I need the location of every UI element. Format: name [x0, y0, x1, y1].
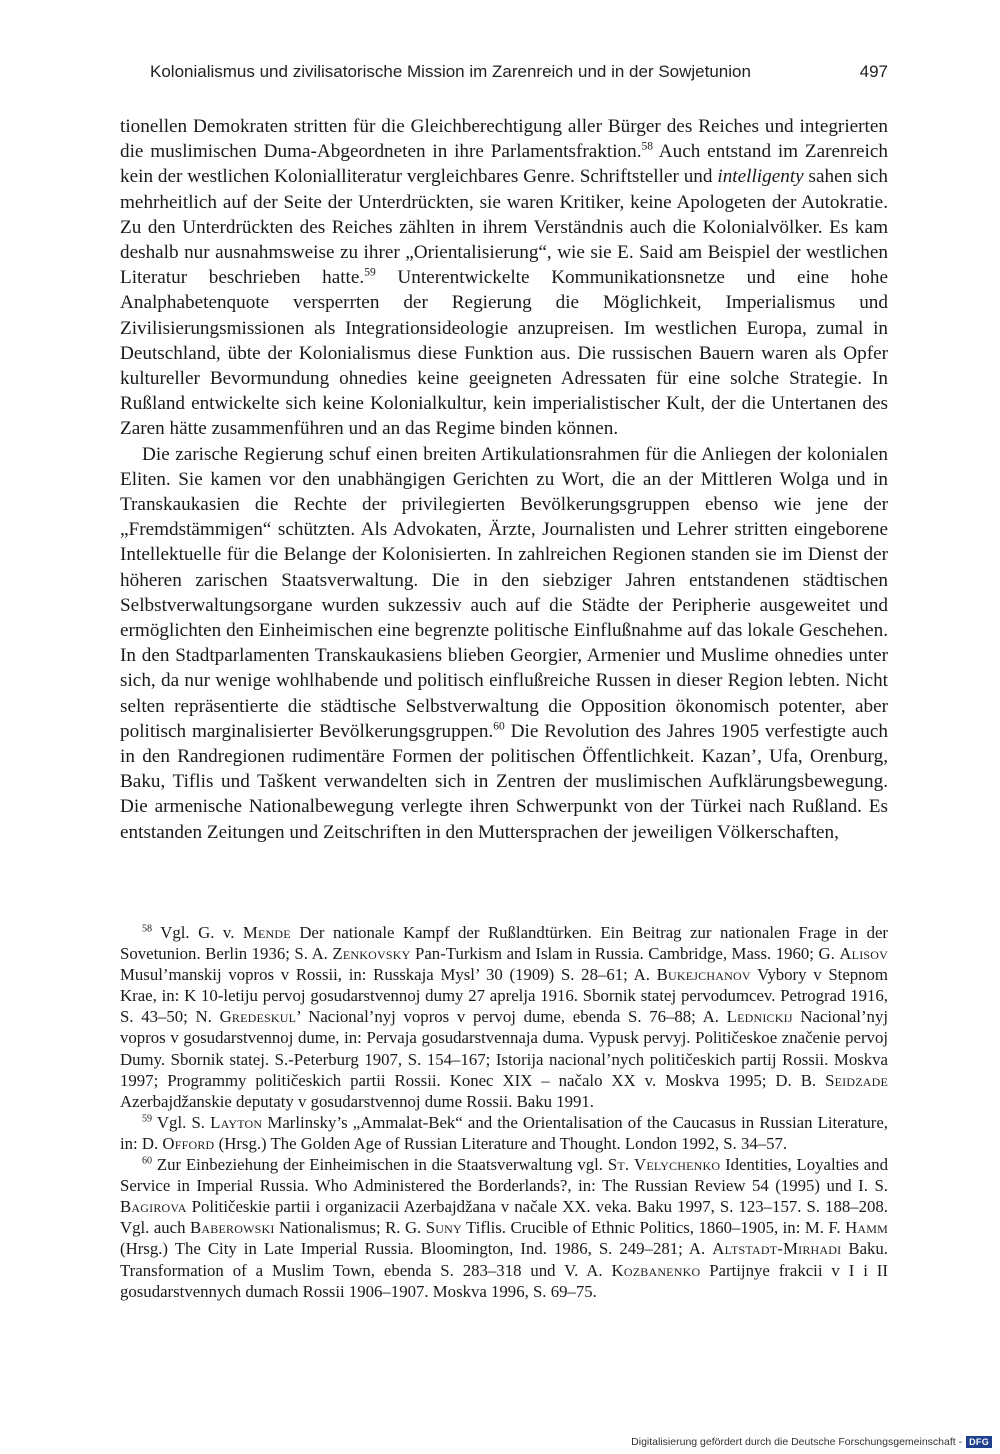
author-name: Altstadt-Mirhadi — [712, 1239, 842, 1259]
footnotes — [120, 922, 888, 1302]
paragraph-2: Die zarische Regierung schuf einen breiten Artikulationsrahmen für die Anliegen der kolonialen Eliten. Sie kamen vor den unabhängigen Gerichten zu Wort, die an der Mittleren Wolga und in Transkaukasien die Rechte der privilegierten Bevölkerungsgruppen ebenso wie jene der „Fremdstämmigen“ schützten. Als Advokaten, Ärzte, Journalisten und Lehrer stritten eingeborene Intellektuelle für die Belange der Kolonisierten. In zahlreichen Regionen standen sie im Dienst der höheren zarischen Staatsverwaltung. Die in den siebziger Jahren entstandenen städtischen Selbstverwaltungsorgane wurden sukzessiv auch auf die Städte der Peripherie ausgeweitet und ermöglichten den Einheimischen eine begrenzte politische Einflußnahme auf das lokale Geschehen. In den Stadtparlamenten Transkaukasiens blieben Georgier, Armenier und Muslime ohnedies unter sich, da nur wenige wohlhabende und politisch einflußreiche Russen in dieser Region lebten. Nicht selten repräsentierte die städtische Selbstverwaltung die Opposition ökonomisch potenter, aber politisch marginalisierter Bevölkerungsgruppen.$^{60}$ Die Revolution des Jahres 1905 verfestigte auch in den Randregionen rudimentäre Formen der politischen Öffentlichkeit. Kazan’, Ufa, Orenburg, Baku, Tiflis und Taškent verwandelten sich in Zentren der muslimischen Aufklärungsbewegung. Die armenische Nationalbewegung verlegte ihren Schwerpunkt von der Türkei nach Rußland. Es entstanden Zeitungen und Zeitschriften in den Muttersprachen der jeweiligen Völkerschaften, — [120, 443, 889, 843]
footnote-ref-59[interactable]: 59 — [364, 266, 376, 279]
author-name: St. Velychenko — [607, 1155, 721, 1175]
author-name: Zenkovsky — [332, 944, 411, 964]
author-name: Bukejchanov — [656, 965, 751, 985]
digitization-credit — [631, 1436, 992, 1448]
author-name: Layton — [210, 1112, 263, 1132]
author-name: Baberowski — [190, 1218, 275, 1238]
running-header — [150, 62, 888, 88]
paragraph-1: tionellen Demokraten stritten für die Gleichberechtigung aller Bürger des Reiches und integrierten die muslimischen Duma-Abgeordneten in ihre Parlamentsfraktion.$^{58}$ Auch entstand im Zarenreich kein der westlichen Kolonialliteratur vergleichbares Genre. Schriftsteller und intelligenty sahen sich mehrheitlich auf der Seite der Unterdrückten, sie waren Kritiker, keine Apologeten der Autokratie. Zu den Unterdrückten des Reiches zählten in ihrem Verständnis auch die Kolonialvölker. Es kam deshalb nur ausnahmsweise zu ihrer „Orientalisierung“, wie sie E. Said am Beispiel der westlichen Literatur beschrieben hatte.$^{59}$ Unterentwickelte Kommunikationsnetze und eine hohe Analphabetenquote versperrten der Regierung die Möglichkeit, Imperialismus und Zivilisierungsmissionen als Integrationsideologie anzupreisen. Im westlichen Europa, zumal in Deutschland, übte der Kolonialismus diese Funktion aus. Die russischen Bauern waren als Opfer kultureller Bevormundung ohnedies keine geeigneten Adressaten für eine solche Strategie. In Rußland entwickelte sich keine Kolonialkultur, kein imperialistischer Kult, der die Untertanen des Zaren hätte zusammenführen und an das Regime binden können. — [120, 116, 888, 440]
author-name: Mende — [242, 923, 291, 942]
author-name: Hamm — [845, 1218, 889, 1238]
footnote-ref-60[interactable]: 60 — [493, 720, 505, 733]
page-number: 497 — [859, 62, 888, 81]
author-name: Seidzade — [825, 1070, 888, 1090]
footnote-59: $^{59}$ Vgl. S. Layton Marlinsky’s „Ammalat-Bek“ and the Orientalisation of the Caucasus in Russian Literature, in: D. Offord (Hrsg.) The Golden Age of Russian Literature and Thought. London 1992, S. 34–57. — [120, 1112, 888, 1153]
footnote-number: 59 — [142, 1113, 153, 1125]
footnote-number: 60 — [142, 1155, 153, 1167]
footnote-number: 58 — [142, 923, 153, 935]
footnote-ref-58[interactable]: 58 — [641, 140, 654, 153]
author-name: Bagirova — [120, 1197, 187, 1217]
dfg-logo: DFG — [966, 1436, 992, 1448]
footnote-60: $^{60}$ Zur Einbeziehung der Einheimischen in die Staatsverwaltung vgl. St. Velychenko Identities, Loyalties and Service in Imperial Russia. Who Administered the Borderlands?, in: The Russian Review 54 (1995) und I. S. Bagirova Političeskie partii i organizacii Azerbajdžana v načale XX. veka. Baku 1997, S. 123–157. S. 188–208. Vgl. auch Baberowski Nationalismus; R. G. Suny Tiflis. Crucible of Ethnic Politics, 1860–1905, in: M. F. Hamm (Hrsg.) The City in Late Imperial Russia. Bloomington, Ind. 1986, S. 249–281; A. Altstadt-Mirhadi Baku. Transformation of a Muslim Town, ebenda S. 283–318 und V. A. Kozbanenko Partijnye frakcii v I i II gosudarstvennych dumach Rossii 1906–1907. Moskva 1996, S. 69–75. — [120, 1155, 889, 1301]
running-title: Kolonialismus und zivilisatorische Mission im Zarenreich und in der Sowjetunion — [150, 62, 751, 81]
author-name: Offord — [162, 1133, 215, 1153]
credit-text: Digitalisierung gefördert durch die Deutsche Forschungsgemeinschaft - — [631, 1436, 963, 1448]
author-name: Suny — [425, 1218, 462, 1238]
footnote-58: $^{58}$ Vgl. G. v. Mende Der nationale Kampf der Rußlandtürken. Ein Beitrag zur nationalen Frage in der Sovetunion. Berlin 1936; S. A. Zenkovsky Pan-Turkism and Islam in Russia. Cambridge, Mass. 1960; G. Alisov Musul’manskij vopros v Rossii, in: Russkaja Mysl’ 30 (1909) S. 28–61; A. Bukejchanov Vybory v Stepnom Krae, in: K 10-letiju pervoj gosudarstvennoj dumy 27 aprelja 1916. Sbornik statej pervodumcev. Petrograd 1916, S. 43–50; N. Gredeskul’ Nacional’nyj vopros v pervoj dume, ebenda S. 76–88; A. Lednickij Nacional’nyj vopros v gosudarstvennoj dume, in: Pervaja gosudarstvennaja duma. Vypusk pervyj. Političeskoe značenie pervoj Dumy. Sbornik statej. S.-Peterburg 1907, S. 154–167; Istorija nacional’nych političeskich partij Rossii. Moskva 1997; Programmy političeskich partii Rossii. Konec XIX – načalo XX v. Moskva 1995; D. B. Seidzade Azerbajdžanskie deputaty v gosudarstvennoj dume Rossii. Baku 1991. — [120, 923, 889, 1111]
main-text — [120, 114, 888, 845]
author-name: Kozbanenko — [611, 1260, 701, 1280]
author-name: Lednickij — [726, 1007, 793, 1027]
emphasis-intelligenty: intelligenty — [717, 166, 804, 188]
author-name: Gredeskul — [219, 1007, 297, 1027]
author-name: Alisov — [839, 944, 888, 964]
